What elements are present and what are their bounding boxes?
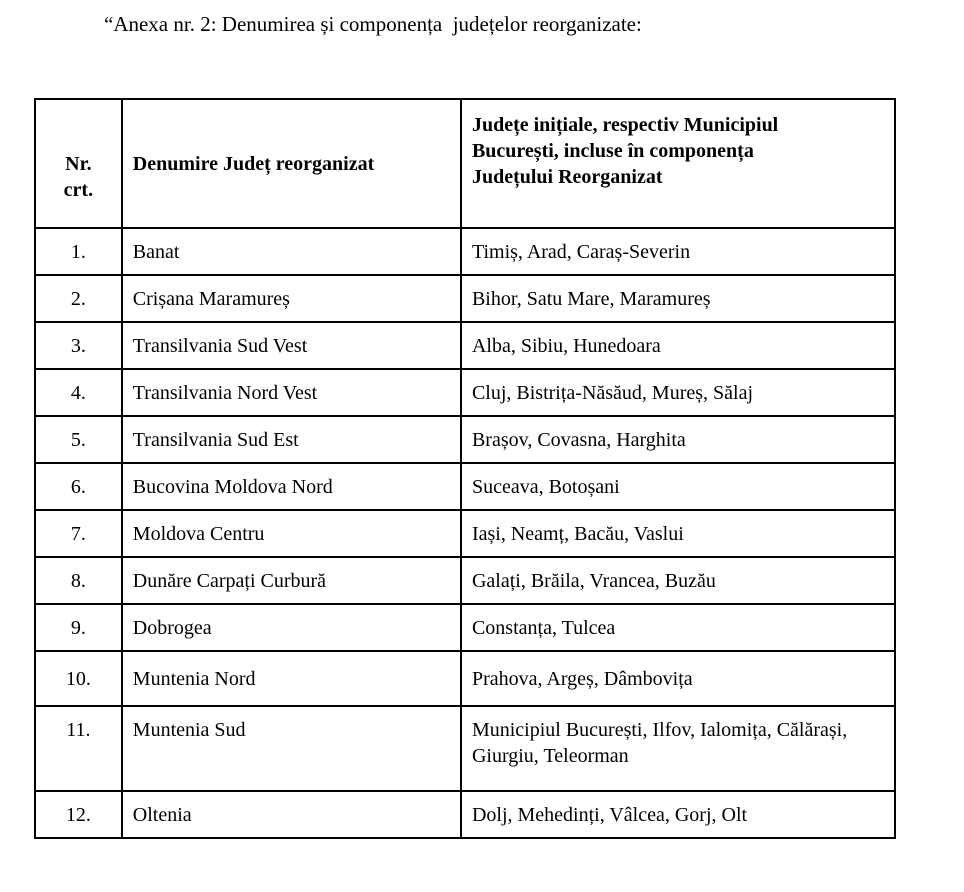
county-name: Transilvania Sud Vest xyxy=(122,322,461,369)
county-components: Galați, Brăila, Vrancea, Buzău xyxy=(461,557,895,604)
table-row xyxy=(35,651,895,706)
table-row xyxy=(35,416,895,463)
row-number: 8. xyxy=(35,557,122,604)
county-components: Dolj, Mehedinți, Vâlcea, Gorj, Olt xyxy=(461,791,895,838)
header-nr-line1: Nr. xyxy=(65,152,92,175)
row-number: 6. xyxy=(35,463,122,510)
row-number: 9. xyxy=(35,604,122,651)
table-row xyxy=(35,706,895,791)
county-components: Iași, Neamț, Bacău, Vaslui xyxy=(461,510,895,557)
row-number: 3. xyxy=(35,322,122,369)
table-row xyxy=(35,322,895,369)
header-nr-line2: crt. xyxy=(63,178,94,201)
county-components: Brașov, Covasna, Harghita xyxy=(461,416,895,463)
county-components: Alba, Sibiu, Hunedoara xyxy=(461,322,895,369)
county-components: Municipiul București, Ilfov, Ialomița, Călărași, Giurgiu, Teleorman xyxy=(461,706,895,791)
row-number: 2. xyxy=(35,275,122,322)
row-number: 12. xyxy=(35,791,122,838)
county-name: Dobrogea xyxy=(122,604,461,651)
row-number: 11. xyxy=(35,706,122,791)
county-components: Bihor, Satu Mare, Maramureș xyxy=(461,275,895,322)
table-row xyxy=(35,557,895,604)
header-county-name: Denumire Județ reorganizat xyxy=(122,99,461,228)
table-row xyxy=(35,791,895,838)
county-name: Banat xyxy=(122,228,461,275)
county-name: Muntenia Nord xyxy=(122,651,461,706)
county-name: Transilvania Nord Vest xyxy=(122,369,461,416)
county-name: Bucovina Moldova Nord xyxy=(122,463,461,510)
county-name: Crișana Maramureș xyxy=(122,275,461,322)
row-number: 7. xyxy=(35,510,122,557)
county-components: Constanța, Tulcea xyxy=(461,604,895,651)
table-row xyxy=(35,275,895,322)
table-header-row xyxy=(35,99,895,228)
row-number: 1. xyxy=(35,228,122,275)
table-row xyxy=(35,369,895,416)
header-nr-crt xyxy=(35,99,122,228)
table-row xyxy=(35,463,895,510)
county-name: Oltenia xyxy=(122,791,461,838)
counties-table xyxy=(34,98,896,839)
county-name: Dunăre Carpați Curbură xyxy=(122,557,461,604)
county-components: Cluj, Bistrița-Năsăud, Mureș, Sălaj xyxy=(461,369,895,416)
row-number: 4. xyxy=(35,369,122,416)
table-row xyxy=(35,604,895,651)
table-row xyxy=(35,228,895,275)
county-components: Suceava, Botoșani xyxy=(461,463,895,510)
row-number: 10. xyxy=(35,651,122,706)
header-components: Județe inițiale, respectiv Municipiul București, incluse în componența Județului Reorganizat xyxy=(461,99,895,228)
row-number: 5. xyxy=(35,416,122,463)
county-components: Timiș, Arad, Caraș-Severin xyxy=(461,228,895,275)
county-name: Muntenia Sud xyxy=(122,706,461,791)
county-name: Moldova Centru xyxy=(122,510,461,557)
table-row xyxy=(35,510,895,557)
annex-title: “Anexa nr. 2: Denumirea și componența județelor reorganizate: xyxy=(104,12,642,36)
county-name: Transilvania Sud Est xyxy=(122,416,461,463)
county-components: Prahova, Argeș, Dâmbovița xyxy=(461,651,895,706)
